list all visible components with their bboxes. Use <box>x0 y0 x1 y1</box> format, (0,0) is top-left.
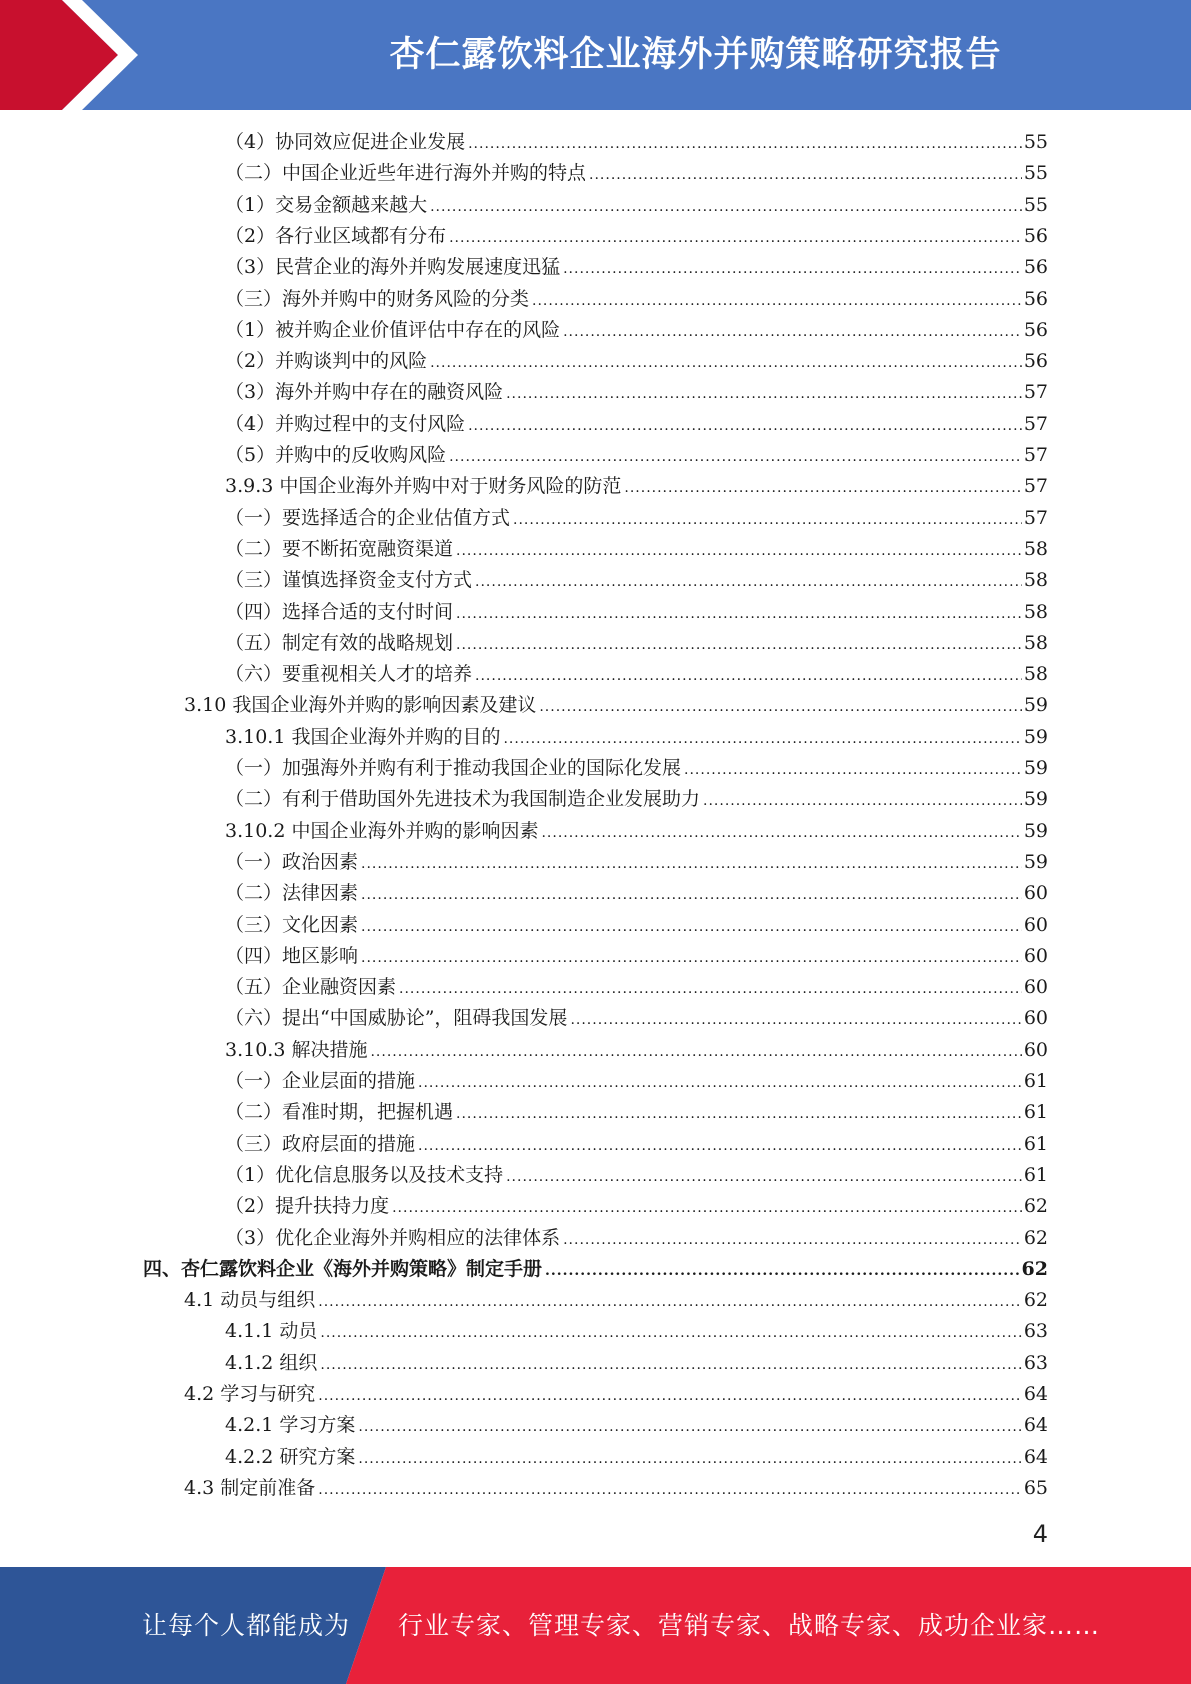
toc-entry-page: 62 <box>1021 1257 1048 1280</box>
toc-entry-label: 4.1.1 动员 <box>225 1320 318 1343</box>
toc-entry-label: （四）地区影响 <box>225 944 359 967</box>
toc-entry-page: 64 <box>1023 1383 1048 1405</box>
toc-entry-label: （五）制定有效的战略规划 <box>225 631 454 654</box>
toc-entry-page: 59 <box>1023 694 1048 717</box>
toc-leader-dots <box>456 630 1022 661</box>
toc-leader-dots <box>589 160 1022 191</box>
toc-leader-dots <box>545 1256 1020 1287</box>
toc-entry[interactable] <box>225 1442 1048 1473</box>
toc-entry-page: 62 <box>1023 1289 1048 1312</box>
toc-entry-page: 63 <box>1023 1320 1048 1343</box>
toc-entry-page: 58 <box>1023 663 1048 686</box>
page-number: 4 <box>1032 1520 1048 1548</box>
toc-entry-label: （二）看准时期，把握机遇 <box>225 1101 454 1124</box>
toc-leader-dots <box>532 286 1022 317</box>
toc-entry[interactable] <box>225 377 1048 408</box>
toc-entry-label: （1）被并购企业价值评估中存在的风险 <box>225 318 561 341</box>
toc-entry-page: 61 <box>1023 1163 1048 1186</box>
toc-entry-label: 3.10.1 我国企业海外并购的目的 <box>225 725 501 748</box>
toc-entry[interactable] <box>225 972 1048 1003</box>
toc-entry-page: 56 <box>1023 287 1048 310</box>
toc-entry-label: （五）企业融资因素 <box>225 976 397 999</box>
toc-leader-dots <box>430 192 1022 223</box>
toc-entry[interactable] <box>225 534 1048 565</box>
toc-entry[interactable] <box>225 1348 1048 1379</box>
toc-entry-page: 56 <box>1023 256 1048 279</box>
toc-entry-label: （3）优化企业海外并购相应的法律体系 <box>225 1226 561 1249</box>
toc-entry[interactable] <box>225 252 1048 283</box>
toc-leader-dots <box>449 442 1022 473</box>
toc-entry-page: 59 <box>1023 725 1048 748</box>
toc-entry-label: （三）海外并购中的财务风险的分类 <box>225 287 530 310</box>
toc-entry-label: 4.2.1 学习方案 <box>225 1414 356 1437</box>
toc-leader-dots <box>370 1037 1021 1068</box>
toc-entry[interactable] <box>225 722 1048 753</box>
toc-entry-page: 58 <box>1023 631 1048 654</box>
toc-leader-dots <box>456 536 1022 567</box>
toc-entry-page: 60 <box>1023 1007 1048 1030</box>
toc-entry[interactable] <box>225 190 1048 221</box>
toc-leader-dots <box>475 567 1022 598</box>
toc-leader-dots <box>320 1318 1021 1349</box>
toc-entry-label: 4.1 动员与组织 <box>184 1289 316 1312</box>
toc-leader-dots <box>449 223 1022 254</box>
toc-leader-dots <box>361 880 1022 911</box>
toc-entry-page: 56 <box>1023 318 1048 341</box>
toc-entry[interactable] <box>225 1410 1048 1441</box>
toc-entry[interactable] <box>184 1473 1048 1504</box>
toc-entry-label: （三）文化因素 <box>225 913 359 936</box>
toc-entry[interactable] <box>225 910 1048 941</box>
toc-entry[interactable] <box>225 628 1048 659</box>
toc-entry[interactable] <box>225 1097 1048 1128</box>
toc-entry-label: 4.3 制定前准备 <box>184 1476 316 1499</box>
toc-entry[interactable] <box>225 1191 1048 1222</box>
toc-entry-label: （一）企业层面的措施 <box>225 1070 416 1092</box>
toc-entry[interactable] <box>143 1254 1048 1285</box>
toc-entry[interactable] <box>225 440 1048 471</box>
toc-entry-page: 57 <box>1023 412 1048 435</box>
toc-entry-label: 3.10 我国企业海外并购的影响因素及建议 <box>184 694 537 717</box>
toc-entry-label: （一）政治因素 <box>225 850 359 873</box>
toc-leader-dots <box>563 1225 1022 1256</box>
toc-leader-dots <box>563 317 1022 348</box>
toc-entry-label: 3.10.3 解决措施 <box>225 1038 368 1061</box>
toc-entry-page: 62 <box>1023 1226 1048 1249</box>
toc-entry-label: （2）并购谈判中的风险 <box>225 350 428 373</box>
toc-leader-dots <box>684 755 1022 786</box>
toc-entry-page: 62 <box>1023 1195 1048 1218</box>
toc-entry-label: （二）要不断拓宽融资渠道 <box>225 537 454 560</box>
toc-entry[interactable] <box>225 565 1048 596</box>
toc-entry[interactable] <box>225 127 1048 158</box>
toc-entry[interactable] <box>225 784 1048 815</box>
toc-entry-page: 57 <box>1023 475 1048 498</box>
toc-entry-page: 55 <box>1023 162 1048 185</box>
toc-entry[interactable] <box>225 1316 1048 1347</box>
toc-entry-label: （四）选择合适的支付时间 <box>225 600 454 623</box>
toc-leader-dots <box>541 818 1021 849</box>
footer-banner <box>0 1567 1191 1684</box>
header-arrow-decoration <box>0 0 300 110</box>
toc-entry[interactable] <box>225 503 1048 534</box>
toc-entry-label: （3）民营企业的海外并购发展速度迅猛 <box>225 256 561 279</box>
toc-leader-dots <box>468 129 1022 160</box>
report-title: 杏仁露饮料企业海外并购策略研究报告 <box>389 35 1002 75</box>
toc-entry-label: 3.9.3 中国企业海外并购中对于财务风险的防范 <box>225 475 622 498</box>
toc-entry-page: 65 <box>1023 1476 1048 1499</box>
toc-entry[interactable] <box>225 816 1048 847</box>
toc-entry[interactable] <box>225 284 1048 315</box>
toc-entry-page: 60 <box>1023 944 1048 967</box>
toc-entry-page: 55 <box>1023 193 1048 216</box>
toc-entry[interactable] <box>184 1379 1048 1410</box>
toc-entry-label: 4.2 学习与研究 <box>184 1383 316 1405</box>
toc-entry[interactable] <box>225 847 1048 878</box>
toc-entry-label: （三）谨慎选择资金支付方式 <box>225 569 473 592</box>
toc-entry[interactable] <box>225 1160 1048 1191</box>
toc-entry[interactable] <box>225 315 1048 346</box>
toc-leader-dots <box>506 379 1022 410</box>
toc-entry[interactable] <box>225 753 1048 784</box>
toc-entry-page: 60 <box>1023 1038 1048 1061</box>
toc-entry-label: （2）提升扶持力度 <box>225 1195 390 1218</box>
toc-entry[interactable] <box>225 1129 1048 1160</box>
toc-entry-label: （5）并购中的反收购风险 <box>225 444 447 466</box>
toc-entry-label: （六）要重视相关人才的培养 <box>225 663 473 686</box>
toc-entry-label: （1）优化信息服务以及技术支持 <box>225 1163 504 1186</box>
toc-leader-dots <box>358 1412 1021 1443</box>
toc-entry-page: 58 <box>1023 600 1048 623</box>
toc-leader-dots <box>563 254 1022 285</box>
toc-entry-label: （二）中国企业近些年进行海外并购的特点 <box>225 162 587 185</box>
toc-entry-label: （4）协同效应促进企业发展 <box>225 131 466 153</box>
toc-leader-dots <box>503 724 1021 755</box>
toc-leader-dots <box>418 1131 1022 1162</box>
toc-leader-dots <box>456 1099 1022 1130</box>
toc-entry-page: 63 <box>1023 1351 1048 1374</box>
toc-leader-dots <box>318 1287 1022 1318</box>
toc-leader-dots <box>703 786 1022 817</box>
toc-entry[interactable] <box>225 221 1048 252</box>
toc-leader-dots <box>456 599 1022 630</box>
toc-entry-label: （二）法律因素 <box>225 882 359 905</box>
toc-entry-label: （3）海外并购中存在的融资风险 <box>225 381 504 404</box>
toc-entry-label: （1）交易金额越来越大 <box>225 193 428 216</box>
toc-entry-label: 四、杏仁露饮料企业《海外并购策略》制定手册 <box>143 1257 543 1280</box>
toc-leader-dots <box>468 411 1022 442</box>
footer-expert-list: 行业专家、管理专家、营销专家、战略专家、成功企业家…… <box>398 1611 1101 1640</box>
toc-leader-dots <box>539 692 1021 723</box>
toc-entry-page: 60 <box>1023 976 1048 999</box>
toc-entry[interactable] <box>225 941 1048 972</box>
toc-entry-label: （一）要选择适合的企业估值方式 <box>225 506 511 529</box>
toc-entry[interactable] <box>225 1066 1048 1097</box>
toc-entry-page: 60 <box>1023 882 1048 905</box>
toc-entry-page: 55 <box>1023 131 1048 153</box>
toc-entry-page: 59 <box>1023 788 1048 811</box>
toc-entry-page: 57 <box>1023 506 1048 529</box>
footer-slogan: 让每个人都能成为 <box>142 1611 351 1640</box>
toc-entry-page: 56 <box>1023 224 1048 247</box>
toc-entry-page: 58 <box>1023 537 1048 560</box>
toc-leader-dots <box>506 1162 1022 1193</box>
toc-entry[interactable] <box>225 1035 1048 1066</box>
toc-entry-page: 56 <box>1023 350 1048 373</box>
toc-entry[interactable] <box>225 471 1048 502</box>
toc-entry[interactable] <box>225 346 1048 377</box>
toc-leader-dots <box>475 661 1022 692</box>
toc-entry[interactable] <box>184 1285 1048 1316</box>
toc-entry-page: 58 <box>1023 569 1048 592</box>
toc-entry-label: 4.1.2 组织 <box>225 1351 318 1374</box>
toc-leader-dots <box>361 943 1022 974</box>
toc-entry[interactable] <box>225 878 1048 909</box>
toc-entry-page: 59 <box>1023 819 1048 842</box>
toc-leader-dots <box>418 1068 1022 1099</box>
toc-entry[interactable] <box>184 690 1048 721</box>
toc-leader-dots <box>318 1381 1022 1412</box>
toc-leader-dots <box>624 473 1021 504</box>
toc-entry-page: 59 <box>1023 850 1048 873</box>
toc-entry-label: （一）加强海外并购有利于推动我国企业的国际化发展 <box>225 757 682 779</box>
toc-entry-label: （六）提出“中国威胁论”，阻碍我国发展 <box>225 1007 568 1030</box>
toc-leader-dots <box>392 1193 1022 1224</box>
header-banner <box>0 0 1191 110</box>
toc-entry[interactable] <box>225 409 1048 440</box>
toc-entry-label: （2）各行业区域都有分布 <box>225 224 447 247</box>
toc-entry[interactable] <box>225 1003 1048 1034</box>
toc-entry-page: 57 <box>1023 381 1048 404</box>
toc-leader-dots <box>513 505 1022 536</box>
toc-leader-dots <box>358 1444 1021 1475</box>
toc-entry-label: （4）并购过程中的支付风险 <box>225 412 466 435</box>
toc-leader-dots <box>361 912 1022 943</box>
toc-entry-label: 3.10.2 中国企业海外并购的影响因素 <box>225 819 539 842</box>
toc-entry-page: 64 <box>1023 1414 1048 1437</box>
toc-entry[interactable] <box>225 659 1048 690</box>
toc-leader-dots <box>318 1475 1022 1506</box>
toc-leader-dots <box>399 974 1022 1005</box>
toc-entry-page: 64 <box>1023 1445 1048 1468</box>
toc-entry-page: 61 <box>1023 1132 1048 1155</box>
toc-entry-page: 61 <box>1023 1101 1048 1124</box>
toc-entry-label: 4.2.2 研究方案 <box>225 1445 356 1468</box>
toc-entry-page: 59 <box>1023 757 1048 779</box>
toc-entry-page: 57 <box>1023 444 1048 466</box>
toc-entry-page: 60 <box>1023 913 1048 936</box>
toc-leader-dots <box>570 1005 1021 1036</box>
toc-leader-dots <box>361 849 1022 880</box>
toc-entry-label: （三）政府层面的措施 <box>225 1132 416 1155</box>
toc-leader-dots <box>320 1350 1021 1381</box>
toc-entry-label: （二）有利于借助国外先进技术为我国制造企业发展助力 <box>225 788 701 811</box>
toc-entry[interactable] <box>225 597 1048 628</box>
toc-entry-page: 61 <box>1023 1070 1048 1092</box>
toc-leader-dots <box>430 348 1022 379</box>
toc-entry[interactable] <box>225 1223 1048 1254</box>
toc-entry[interactable] <box>225 158 1048 189</box>
